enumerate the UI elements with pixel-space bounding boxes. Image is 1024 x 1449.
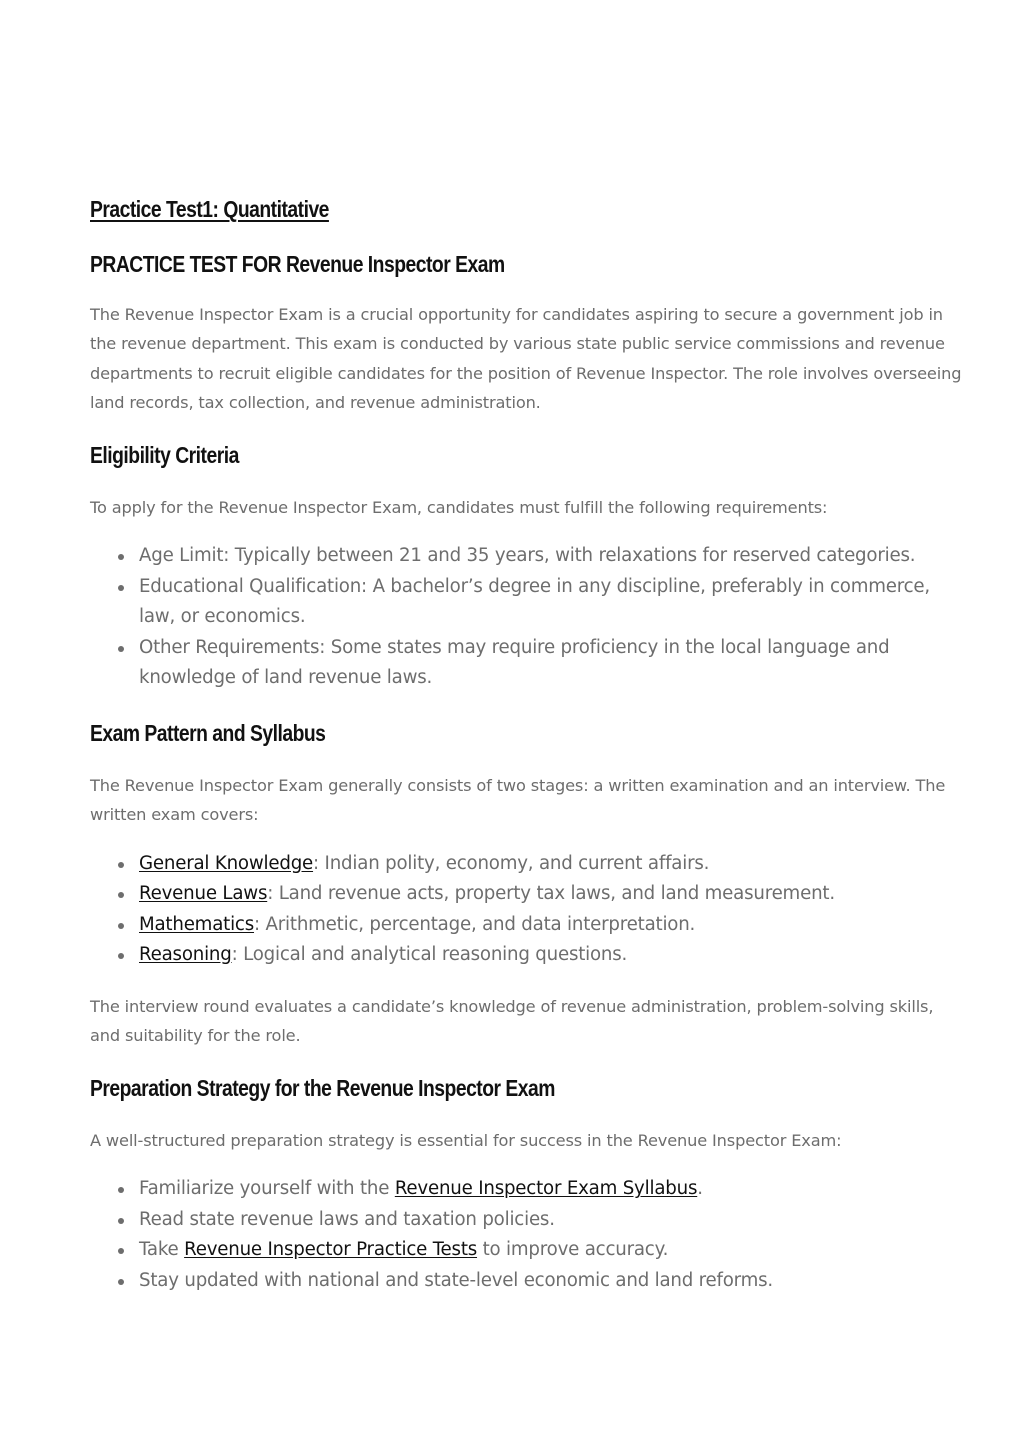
practice-tests-link[interactable]: Revenue Inspector Practice Tests bbox=[184, 1239, 478, 1261]
eligibility-list bbox=[90, 541, 965, 694]
exam-pattern-heading: Exam Pattern and Syllabus bbox=[90, 719, 326, 746]
list-item: Read state revenue laws and taxation policies. bbox=[139, 1205, 965, 1236]
list-item: Other Requirements: Some states may require proficiency in the local language and knowledge of land revenue laws. bbox=[139, 633, 965, 694]
mathematics-link[interactable]: Mathematics bbox=[139, 913, 255, 935]
strategy-list bbox=[90, 1174, 965, 1296]
list-item: Reasoning: Logical and analytical reasoning questions. bbox=[139, 940, 965, 971]
list-item: Revenue Laws: Land revenue acts, property tax laws, and land measurement. bbox=[139, 879, 965, 910]
reasoning-link[interactable]: Reasoning bbox=[139, 944, 232, 966]
document-page bbox=[90, 196, 965, 1296]
intro-paragraph: The Revenue Inspector Exam is a crucial opportunity for candidates aspiring to secure a government job in the revenue department. This exam is conducted by various state public service commissions and revenue departments to recruit eligible candidates for the position of Revenue Inspector. The role involves overseeing land records, tax collection, and revenue administration. bbox=[90, 305, 962, 412]
list-item: Take Revenue Inspector Practice Tests to improve accuracy. bbox=[139, 1235, 965, 1266]
eligibility-heading: Eligibility Criteria bbox=[90, 442, 239, 469]
top-heading[interactable]: Practice Test1: Quantitative bbox=[90, 196, 329, 222]
syllabus-link[interactable]: Revenue Inspector Exam Syllabus bbox=[394, 1178, 698, 1200]
list-item: Stay updated with national and state-level economic and land reforms. bbox=[139, 1266, 965, 1297]
list-item: Familiarize yourself with the Revenue Inspector Exam Syllabus. bbox=[139, 1174, 965, 1205]
list-item: Age Limit: Typically between 21 and 35 years, with relaxations for reserved categories. bbox=[139, 541, 965, 572]
general-knowledge-link[interactable]: General Knowledge bbox=[139, 852, 314, 874]
revenue-laws-link[interactable]: Revenue Laws bbox=[139, 883, 268, 905]
syllabus-list bbox=[90, 849, 965, 971]
exam-pattern-lead: The Revenue Inspector Exam generally consists of two stages: a written examination and an interview. The written exam covers: bbox=[90, 775, 946, 825]
interview-paragraph: The interview round evaluates a candidate’s knowledge of revenue administration, problem-solving skills, and suitability for the role. bbox=[90, 996, 934, 1045]
list-item: General Knowledge: Indian polity, economy, and current affairs. bbox=[139, 849, 965, 880]
page-title: PRACTICE TEST FOR Revenue Inspector Exam bbox=[90, 251, 505, 277]
strategy-heading: Preparation Strategy for the Revenue Inspector Exam bbox=[90, 1075, 555, 1102]
eligibility-lead: To apply for the Revenue Inspector Exam, candidates must fulfill the following requirements: bbox=[90, 498, 828, 518]
list-item: Educational Qualification: A bachelor’s degree in any discipline, preferably in commerce, law, or economics. bbox=[139, 572, 965, 633]
list-item: Mathematics: Arithmetic, percentage, and data interpretation. bbox=[139, 910, 965, 941]
strategy-lead: A well-structured preparation strategy is essential for success in the Revenue Inspector Exam: bbox=[90, 1131, 842, 1151]
